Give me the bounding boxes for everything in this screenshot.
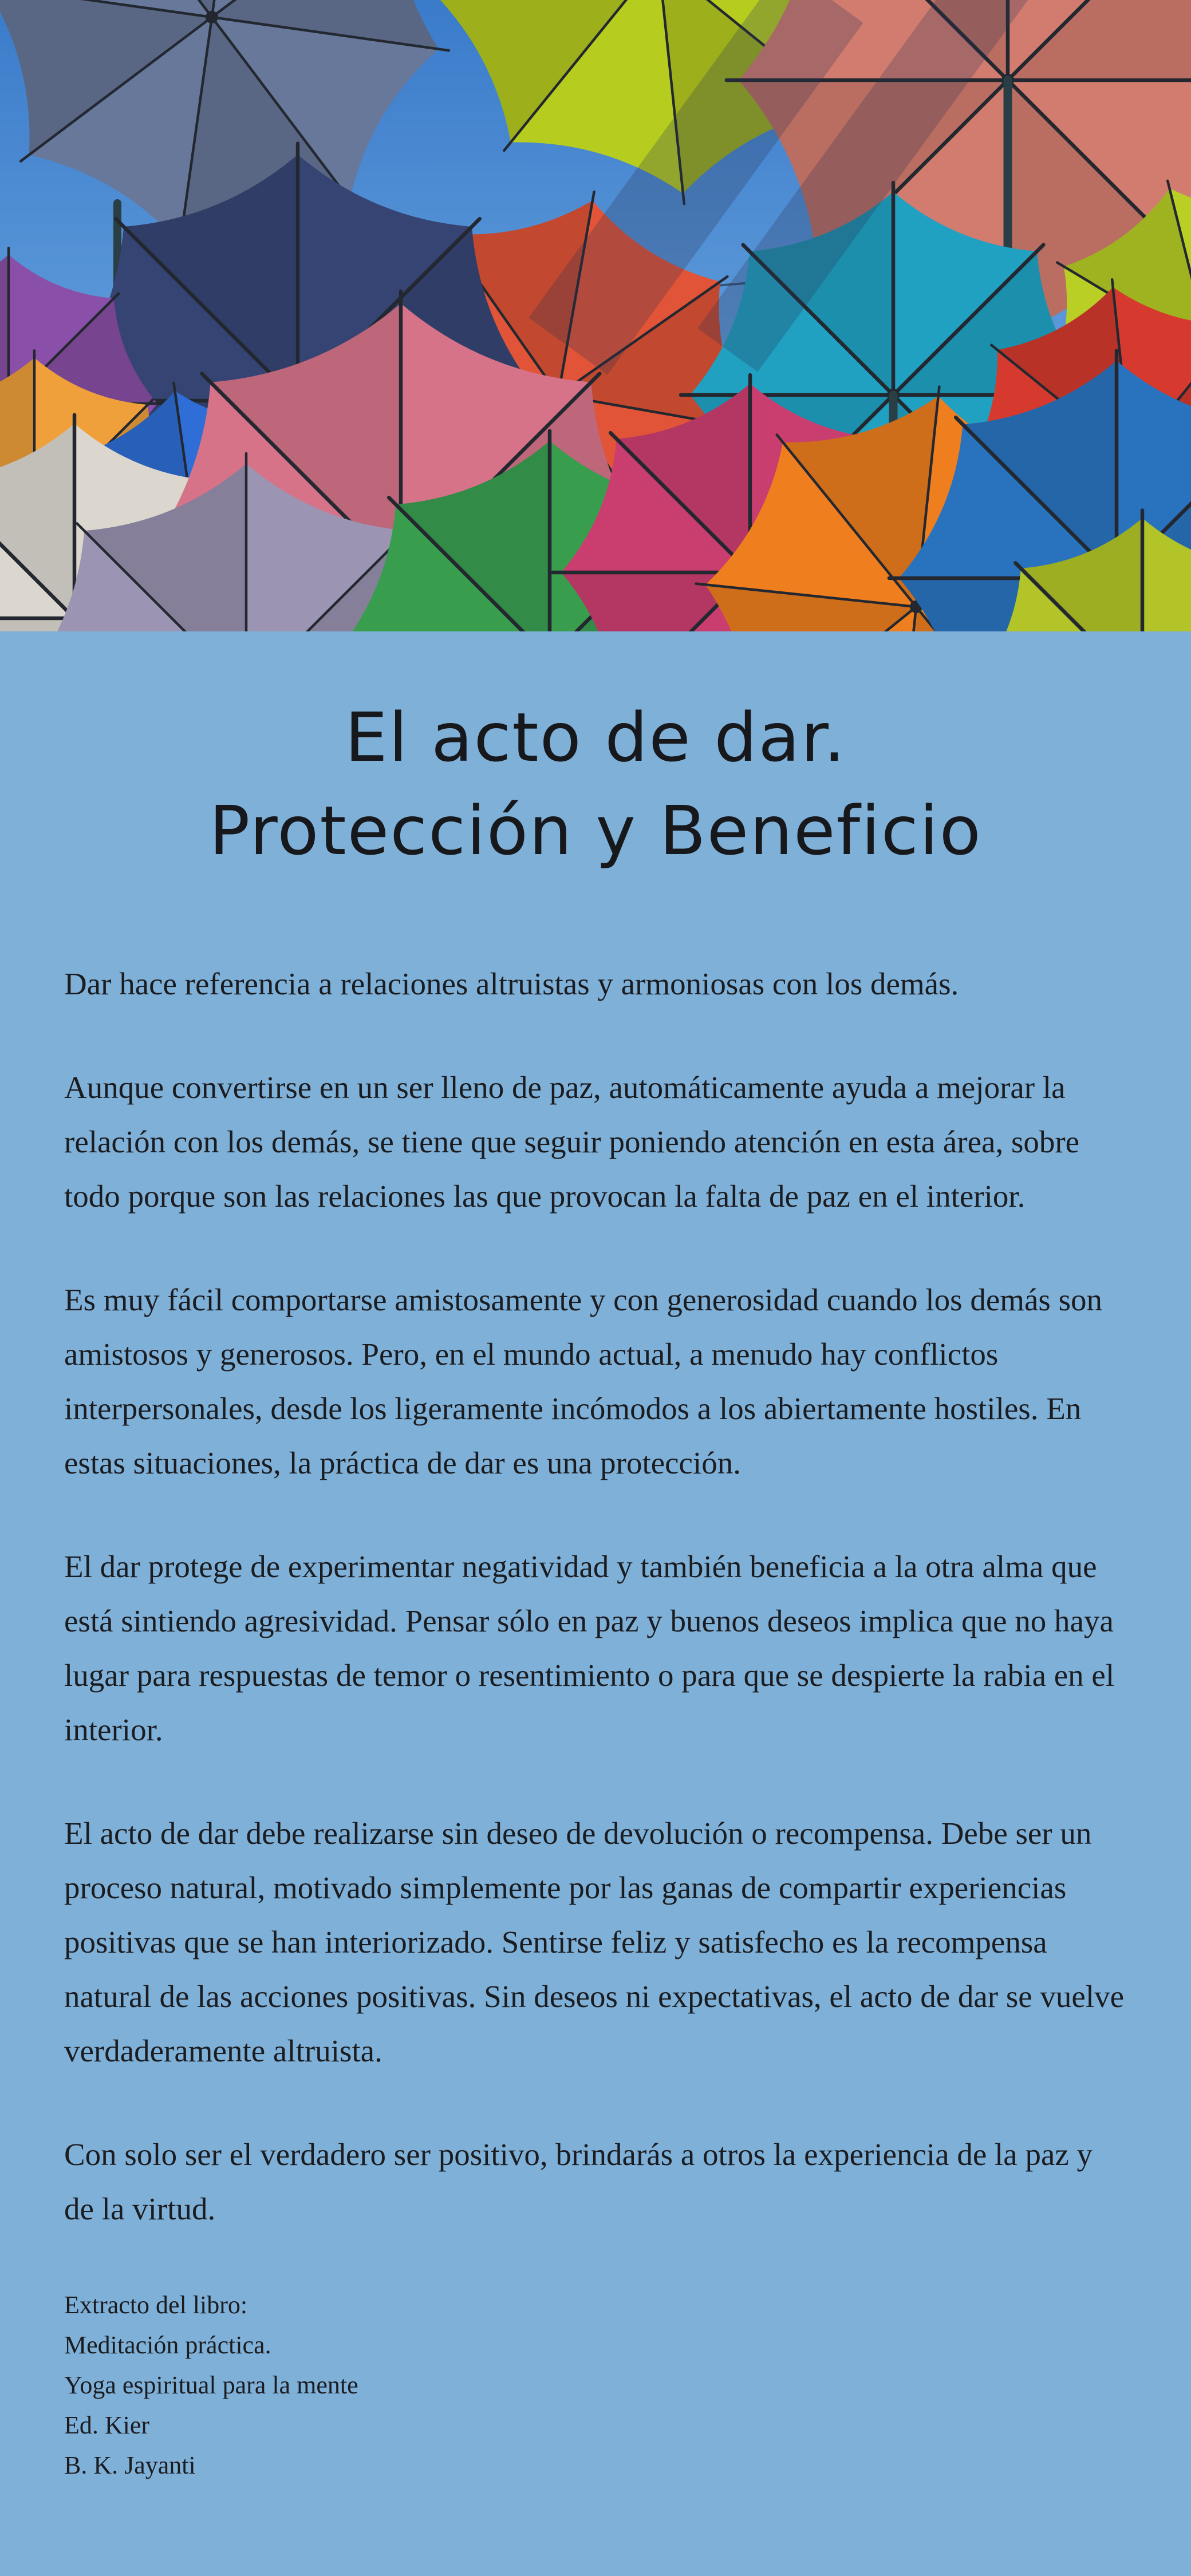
paragraph-5: El acto de dar debe realizarse sin deseo de devolución o recompensa. Debe ser un proceso natural, motivado simplemente por las ganas de compartir experiencias positivas que se han interiorizado. Sentirse feliz y satisfecho es la recompensa natural de las acciones positivas. Sin deseos ni expectativas, el acto de dar se vuelve verdaderamente altruista. — [64, 1815, 1125, 2068]
page-title — [0, 631, 1191, 878]
credit-line-1: Extracto del libro: — [64, 2290, 248, 2319]
umbrella-photo-svg — [0, 0, 1191, 631]
title-line-2: Protección y Beneficio — [209, 791, 982, 870]
credit-line-3: Yoga espiritual para la mente — [64, 2370, 358, 2399]
title-line-1: El acto de dar. — [345, 698, 846, 777]
credit-line-5: B. K. Jayanti — [64, 2451, 196, 2479]
body-text — [0, 878, 1191, 2486]
paragraph-3: Es muy fácil comportarse amistosamente y con generosidad cuando los demás son amistosos y generosos. Pero, en el mundo actual, a menudo hay conflictos interpersonales, desde los ligeramente incómodos a los abiertamente hostiles. En estas situaciones, la práctica de dar es una protección. — [64, 1282, 1102, 1480]
paragraph-6: Con solo ser el verdadero ser positivo, brindarás a otros la experiencia de la paz y de la virtud. — [64, 2136, 1093, 2226]
paragraph-2: Aunque convertirse en un ser lleno de paz, automáticamente ayuda a mejorar la relación con los demás, se tiene que seguir poniendo atención en esta área, sobre todo porque son las relaciones las que provocan la falta de paz en el interior. — [64, 1069, 1080, 1214]
hero-photo — [0, 0, 1191, 631]
paragraph-4: El dar protege de experimentar negatividad y también beneficia a la otra alma que está sintiendo agresividad. Pensar sólo en paz y buenos deseos implica que no haya lugar para respuestas de temor o resentimiento o para que se despierte la rabia en el interior. — [64, 1548, 1115, 1747]
credit-line-4: Ed. Kier — [64, 2411, 150, 2439]
paragraph-1: Dar hace referencia a relaciones altruistas y armoniosas con los demás. — [64, 966, 959, 1001]
book-credits — [64, 2285, 1127, 2486]
credit-line-2: Meditación práctica. — [64, 2330, 271, 2359]
